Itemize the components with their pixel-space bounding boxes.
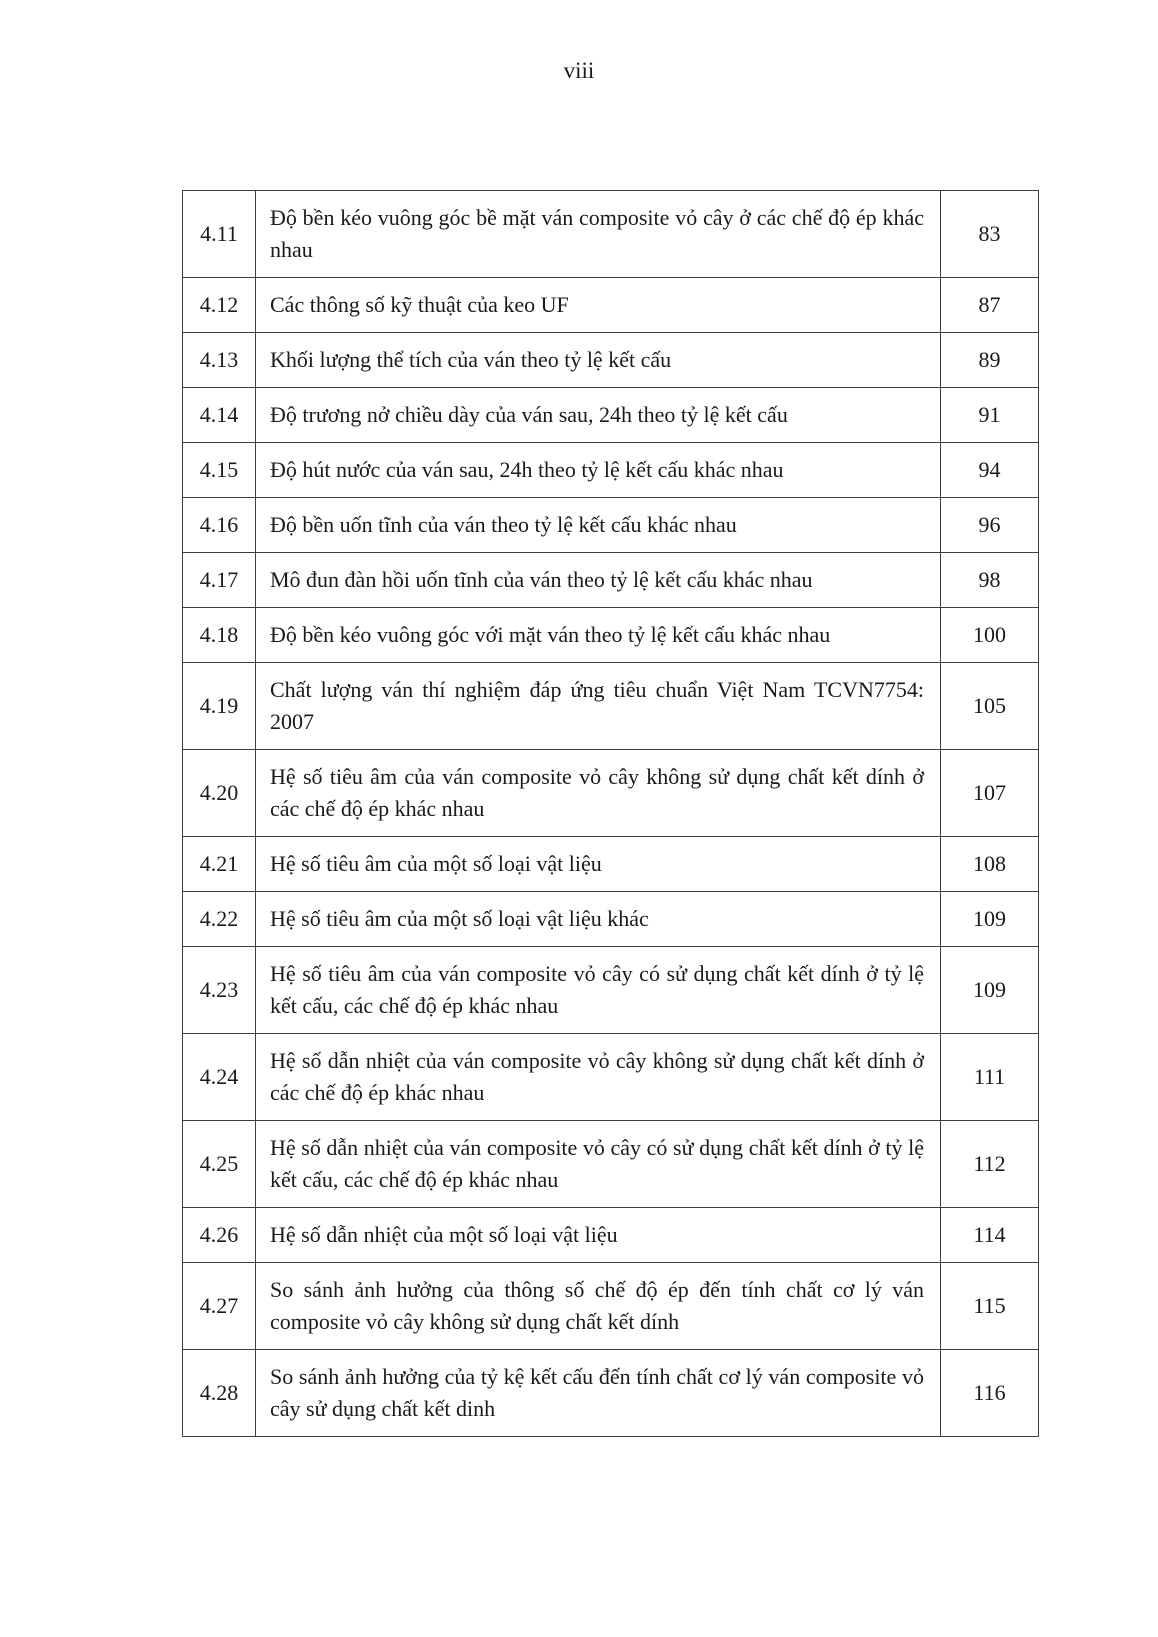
- row-page-cell: 116: [941, 1350, 1039, 1437]
- row-title-cell: Hệ số tiêu âm của một số loại vật liệu: [256, 837, 941, 892]
- table-row: [183, 1263, 1039, 1350]
- row-page-cell: 109: [941, 947, 1039, 1034]
- row-title-cell: Khối lượng thể tích của ván theo tỷ lệ kết cấu: [256, 333, 941, 388]
- table-row: [183, 333, 1039, 388]
- row-title-cell: Hệ số tiêu âm của ván composite vỏ cây không sử dụng chất kết dính ở các chế độ ép khác nhau: [256, 750, 941, 837]
- table-row: [183, 947, 1039, 1034]
- row-number-cell: 4.12: [183, 278, 256, 333]
- table-row: [183, 278, 1039, 333]
- row-page-cell: 107: [941, 750, 1039, 837]
- list-of-tables: [182, 190, 1039, 1437]
- row-page-cell: 96: [941, 498, 1039, 553]
- table-row: [183, 388, 1039, 443]
- table-row: [183, 443, 1039, 498]
- row-page-cell: 87: [941, 278, 1039, 333]
- row-number-cell: 4.16: [183, 498, 256, 553]
- row-title-cell: Hệ số tiêu âm của một số loại vật liệu khác: [256, 892, 941, 947]
- row-title-cell: Chất lượng ván thí nghiệm đáp ứng tiêu chuẩn Việt Nam TCVN7754: 2007: [256, 663, 941, 750]
- row-number-cell: 4.22: [183, 892, 256, 947]
- row-page-cell: 100: [941, 608, 1039, 663]
- row-title-cell: Độ bền kéo vuông góc bề mặt ván composite vỏ cây ở các chế độ ép khác nhau: [256, 191, 941, 278]
- table-row: [183, 1208, 1039, 1263]
- row-title-cell: So sánh ảnh hưởng của thông số chế độ ép đến tính chất cơ lý ván composite vỏ cây không sử dụng chất kết dính: [256, 1263, 941, 1350]
- row-title-cell: Hệ số dẫn nhiệt của ván composite vỏ cây không sử dụng chất kết dính ở các chế độ ép khác nhau: [256, 1034, 941, 1121]
- row-page-cell: 89: [941, 333, 1039, 388]
- row-page-cell: 114: [941, 1208, 1039, 1263]
- row-page-cell: 115: [941, 1263, 1039, 1350]
- table-row: [183, 750, 1039, 837]
- table-row: [183, 1034, 1039, 1121]
- row-page-cell: 108: [941, 837, 1039, 892]
- row-number-cell: 4.15: [183, 443, 256, 498]
- row-page-cell: 91: [941, 388, 1039, 443]
- row-title-cell: Hệ số dẫn nhiệt của một số loại vật liệu: [256, 1208, 941, 1263]
- row-number-cell: 4.19: [183, 663, 256, 750]
- row-number-cell: 4.21: [183, 837, 256, 892]
- table-row: [183, 663, 1039, 750]
- list-of-tables-body: [183, 191, 1039, 1437]
- table-row: [183, 553, 1039, 608]
- row-page-cell: 105: [941, 663, 1039, 750]
- row-number-cell: 4.26: [183, 1208, 256, 1263]
- row-number-cell: 4.25: [183, 1121, 256, 1208]
- row-title-cell: Mô đun đàn hồi uốn tĩnh của ván theo tỷ lệ kết cấu khác nhau: [256, 553, 941, 608]
- row-number-cell: 4.18: [183, 608, 256, 663]
- row-title-cell: Độ bền uốn tĩnh của ván theo tỷ lệ kết cấu khác nhau: [256, 498, 941, 553]
- page-number-header: viii: [563, 58, 595, 83]
- row-number-cell: 4.23: [183, 947, 256, 1034]
- table-row: [183, 892, 1039, 947]
- row-title-cell: Độ bền kéo vuông góc với mặt ván theo tỷ lệ kết cấu khác nhau: [256, 608, 941, 663]
- table-row: [183, 608, 1039, 663]
- row-page-cell: 111: [941, 1034, 1039, 1121]
- row-title-cell: Hệ số dẫn nhiệt của ván composite vỏ cây có sử dụng chất kết dính ở tỷ lệ kết cấu, các chế độ ép khác nhau: [256, 1121, 941, 1208]
- row-number-cell: 4.11: [183, 191, 256, 278]
- row-number-cell: 4.17: [183, 553, 256, 608]
- row-title-cell: Độ hút nước của ván sau, 24h theo tỷ lệ kết cấu khác nhau: [256, 443, 941, 498]
- row-number-cell: 4.14: [183, 388, 256, 443]
- row-number-cell: 4.13: [183, 333, 256, 388]
- row-number-cell: 4.27: [183, 1263, 256, 1350]
- row-title-cell: Hệ số tiêu âm của ván composite vỏ cây có sử dụng chất kết dính ở tỷ lệ kết cấu, các chế độ ép khác nhau: [256, 947, 941, 1034]
- table-row: [183, 837, 1039, 892]
- row-page-cell: 83: [941, 191, 1039, 278]
- row-page-cell: 98: [941, 553, 1039, 608]
- row-number-cell: 4.28: [183, 1350, 256, 1437]
- row-title-cell: So sánh ảnh hưởng của tỷ kệ kết cấu đến tính chất cơ lý ván composite vỏ cây sử dụng chất kết dinh: [256, 1350, 941, 1437]
- row-page-cell: 112: [941, 1121, 1039, 1208]
- row-title-cell: Các thông số kỹ thuật của keo UF: [256, 278, 941, 333]
- table-row: [183, 1121, 1039, 1208]
- table-row: [183, 498, 1039, 553]
- table-row: [183, 1350, 1039, 1437]
- row-page-cell: 109: [941, 892, 1039, 947]
- row-page-cell: 94: [941, 443, 1039, 498]
- table-row: [183, 191, 1039, 278]
- row-number-cell: 4.20: [183, 750, 256, 837]
- row-title-cell: Độ trương nở chiều dày của ván sau, 24h theo tỷ lệ kết cấu: [256, 388, 941, 443]
- row-number-cell: 4.24: [183, 1034, 256, 1121]
